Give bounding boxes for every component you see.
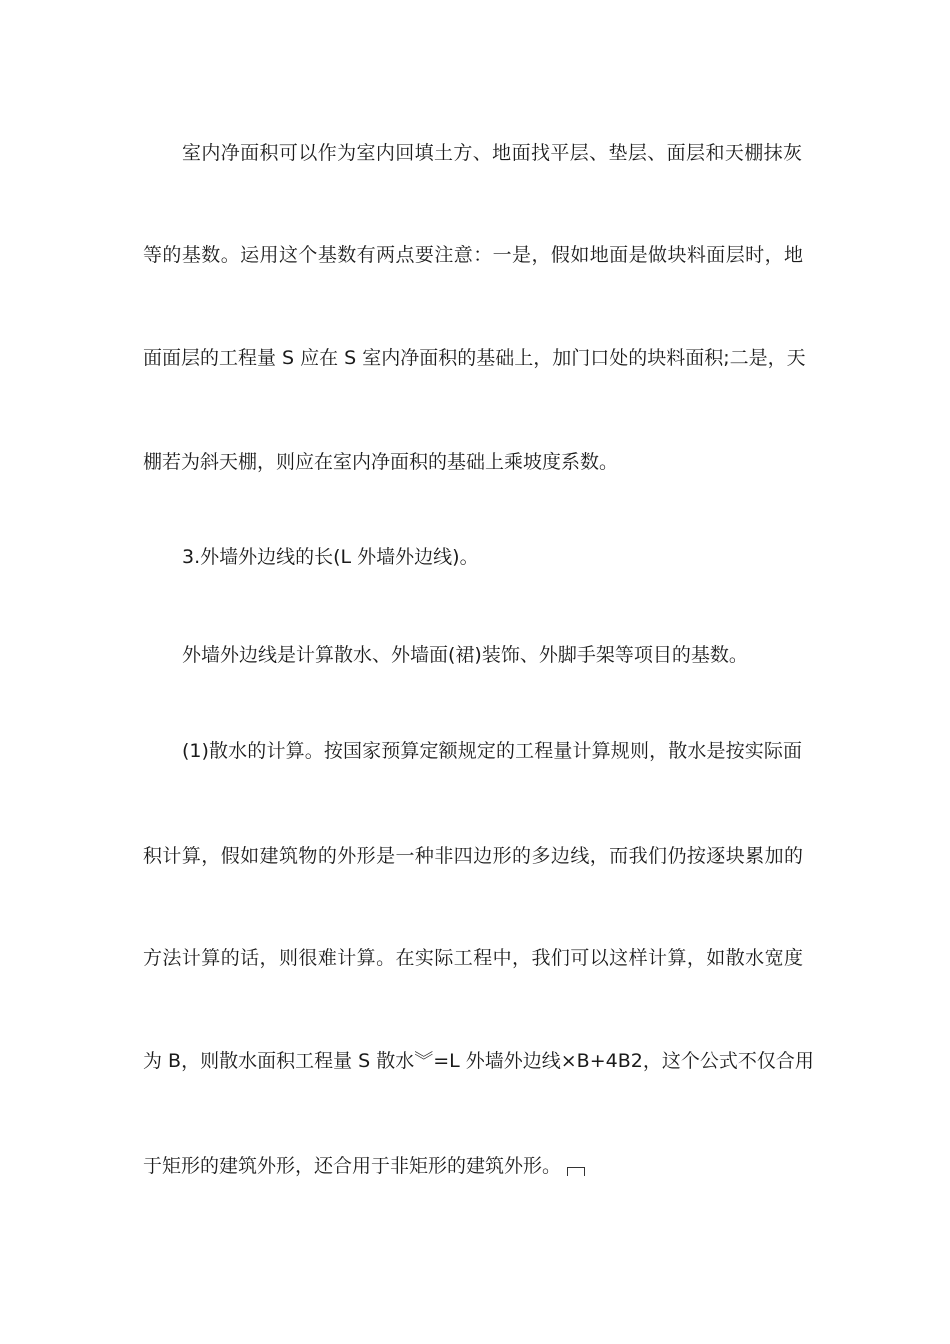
paragraph-line: 等的基数。运用这个基数有两点要注意：一是，假如地面是做块料面层时，地 <box>143 244 803 266</box>
paragraph-line: 面面层的工程量 S 应在 S 室内净面积的基础上，加门口处的块料面积;二是，天 <box>143 347 806 369</box>
text-end-mark-icon <box>567 1167 585 1176</box>
section-heading: 3.外墙外边线的长(L 外墙外边线)。 <box>182 546 479 568</box>
paragraph-line: 方法计算的话，则很难计算。在实际工程中，我们可以这样计算，如散水宽度 <box>143 947 803 969</box>
paragraph-line: 棚若为斜天棚，则应在室内净面积的基础上乘坡度系数。 <box>143 451 619 473</box>
paragraph-line: (1)散水的计算。按国家预算定额规定的工程量计算规则，散水是按实际面 <box>182 740 802 762</box>
paragraph-line: 为 B，则散水面积工程量 S 散水︾=L 外墙外边线×B+4B2，这个公式不仅合用 <box>143 1050 814 1072</box>
paragraph-text: 于矩形的建筑外形，还合用于非矩形的建筑外形。 <box>143 1155 562 1177</box>
paragraph-line: 外墙外边线是计算散水、外墙面(裙)装饰、外脚手架等项目的基数。 <box>182 644 748 666</box>
paragraph-last-line <box>143 1153 803 1179</box>
paragraph-line: 积计算，假如建筑物的外形是一种非四边形的多边线，而我们仍按逐块累加的 <box>143 845 803 867</box>
paragraph-line: 室内净面积可以作为室内回填土方、地面找平层、垫层、面层和天棚抹灰 <box>182 142 802 164</box>
